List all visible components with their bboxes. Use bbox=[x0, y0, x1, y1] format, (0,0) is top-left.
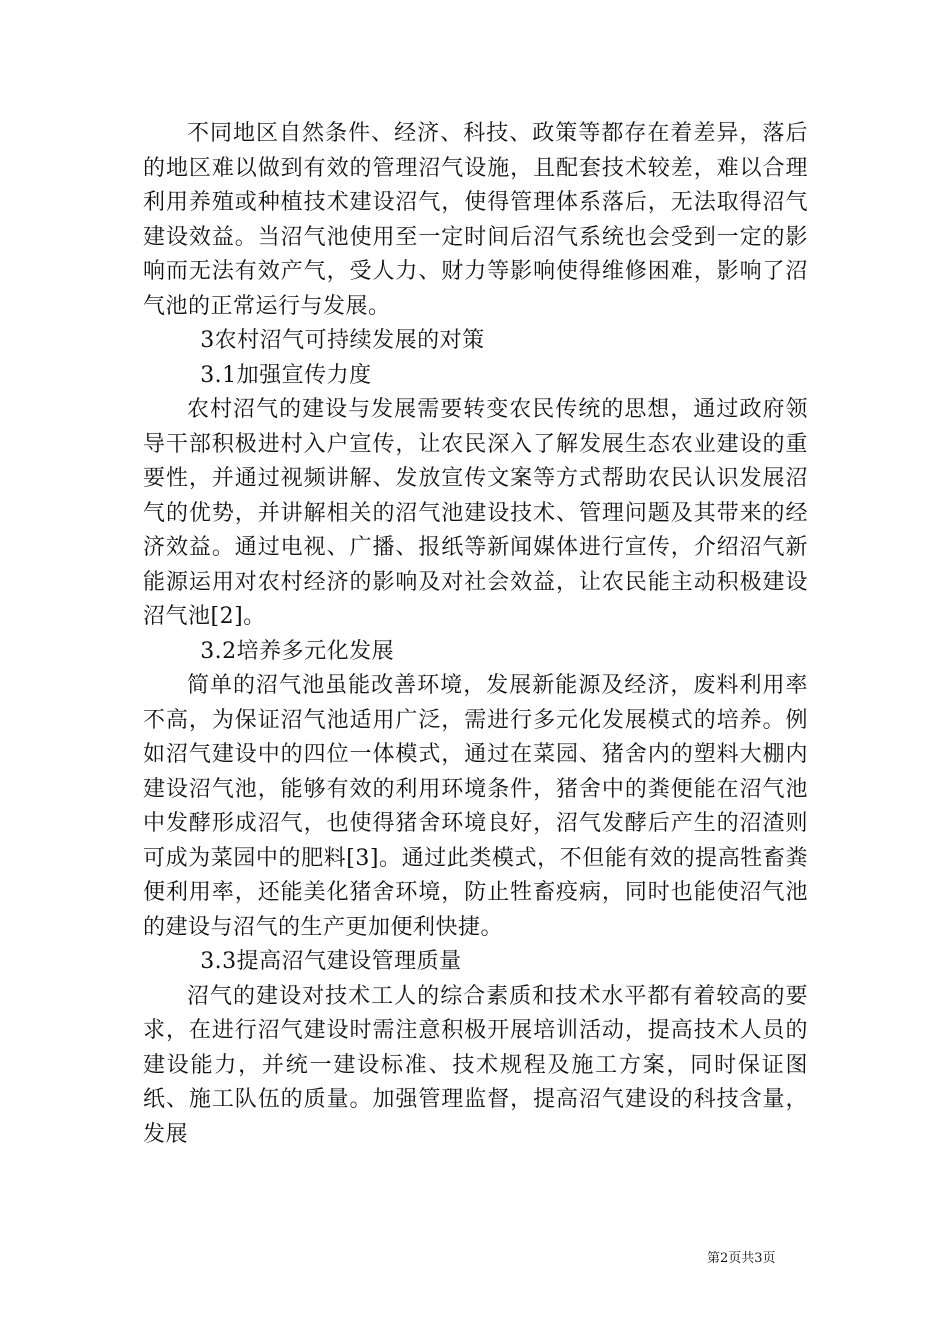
subsection-heading-3-3: 3.3提高沼气建设管理质量 bbox=[200, 949, 462, 974]
section-heading-3: 3农村沼气可持续发展的对策 bbox=[200, 328, 485, 353]
paragraph-diversification: 简单的沼气池虽能改善环境，发展新能源及经济，废料利用率不高，为保证沼气池适用广泛，需进行多元化发展模式的培养。例如沼气建设中的四位一体模式，通过在菜园、猪舍内的塑料大棚内建设沼气池，能够有效的利用环境条件，猪舍中的粪便能在沼气池中发酵形成沼气，也使得猪舍环境良好，沼气发酵后产生的沼渣则可成为菜园中的肥料[3]。通过此类模式，不但能有效的提高牲畜粪便利用率，还能美化猪舍环境，防止牲畜疫病，同时也能使沼气池的建设与沼气的生产更加便利快捷。 bbox=[143, 673, 808, 940]
paragraph-regional-differences: 不同地区自然条件、经济、科技、政策等都存在着差异，落后的地区难以做到有效的管理沼气设施，且配套技术较差，难以合理利用养殖或种植技术建设沼气，使得管理体系落后，无法取得沼气建设效益。当沼气池使用至一定时间后沼气系统也会受到一定的影响而无法有效产气，受人力、财力等影响使得维修困难，影响了沼气池的正常运行与发展。 bbox=[143, 121, 808, 319]
subsection-heading-3-2: 3.2培养多元化发展 bbox=[200, 638, 395, 664]
subsection-heading-3-1: 3.1加强宣传力度 bbox=[200, 362, 372, 388]
paragraph-management-quality: 沼气的建设对技术工人的综合素质和技术水平都有着较高的要求，在进行沼气建设时需注意积极开展培训活动，提高技术人员的建设能力，并统一建设标准、技术规程及施工方案，同时保证图纸、施工队伍的质量。加强管理监督，提高沼气建设的科技含量，发展 bbox=[143, 983, 808, 1147]
document-body bbox=[143, 117, 808, 1152]
paragraph-publicity: 农村沼气的建设与发展需要转变农民传统的思想，通过政府领导干部积极进村入户宣传，让农民深入了解发展生态农业建设的重要性，并通过视频讲解、发放宣传文案等方式帮助农民认识发展沼气的优势，并讲解相关的沼气池建设技术、管理问题及其带来的经济效益。通过电视、广播、报纸等新闻媒体进行宣传，介绍沼气新能源运用对农村经济的影响及对社会效益，让农民能主动积极建设沼气池[2]。 bbox=[143, 397, 808, 629]
page-number-footer: 第2页共3页 bbox=[707, 1251, 776, 1266]
